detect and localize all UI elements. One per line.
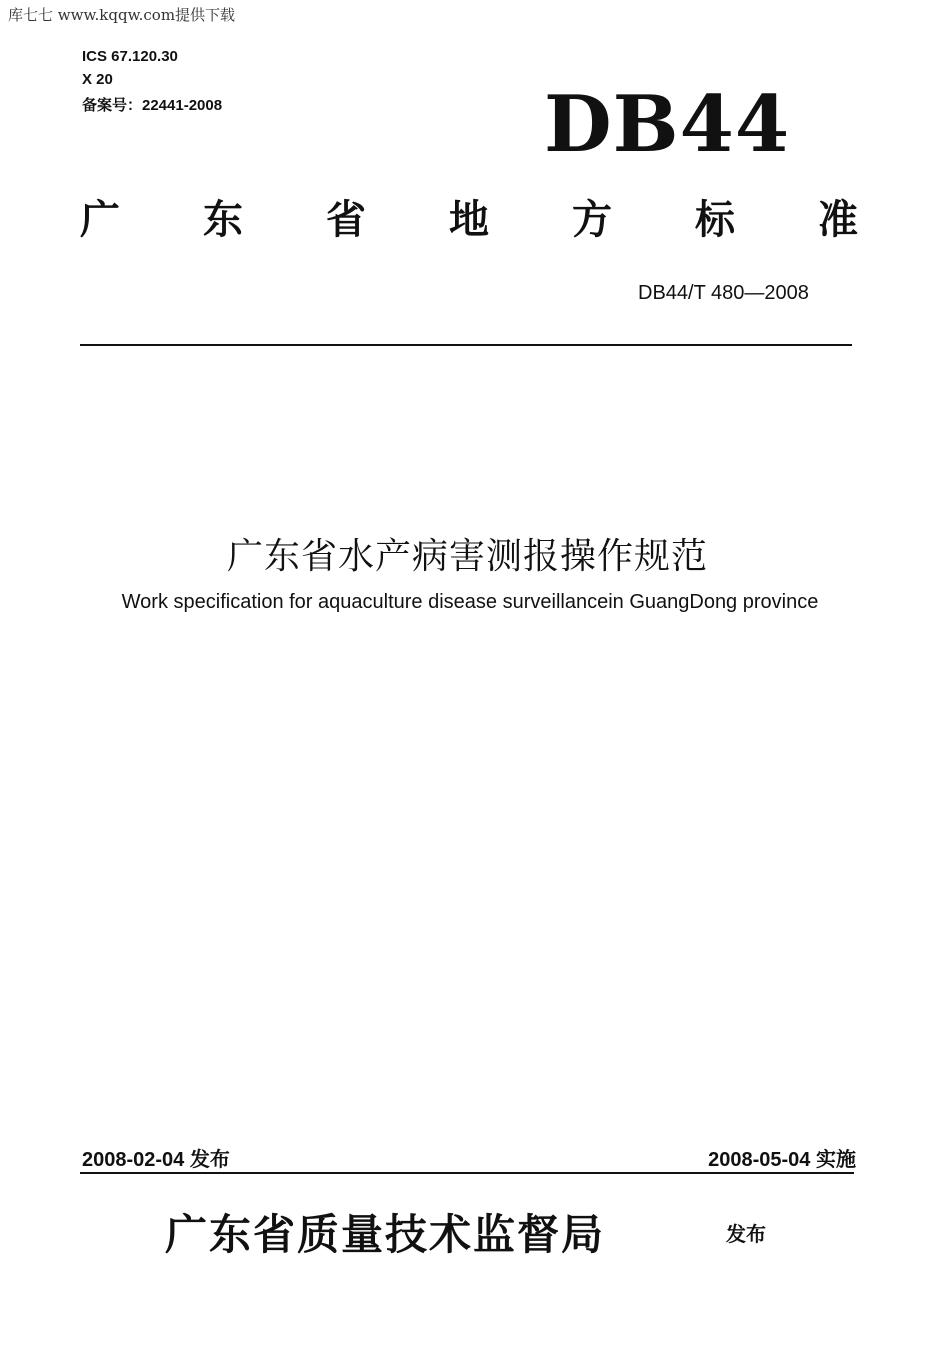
issuer-suffix: 发布	[726, 1222, 766, 1246]
standard-type-char: 地	[449, 197, 489, 243]
standard-type-char: 广	[80, 197, 120, 243]
watermark-text: 库七七 www.kqqw.com提供下载	[8, 6, 236, 24]
effective-date: 2008-05-04 实施	[708, 1149, 856, 1171]
standard-type-char: 东	[203, 197, 243, 243]
issue-date: 2008-02-04 发布	[82, 1149, 230, 1171]
classification-code: X 20	[82, 71, 113, 88]
standard-type-char: 方	[572, 197, 612, 243]
standard-number: DB44/T 480—2008	[638, 282, 809, 304]
standard-type-char: 准	[818, 197, 858, 243]
db-code-logo: DB44	[544, 79, 791, 170]
document-title-chinese: 广东省水产病害测报操作规范	[226, 536, 708, 577]
standard-type-heading	[80, 196, 858, 244]
record-number: 备案号：22441-2008	[82, 97, 223, 114]
bottom-divider	[80, 1172, 854, 1174]
issuer-name: 广东省质量技术监督局	[165, 1210, 606, 1259]
standard-type-char: 省	[326, 197, 366, 243]
ics-code: ICS 67.120.30	[82, 48, 178, 65]
document-title-english: Work specification for aquaculture disease surveillancein GuangDong province	[121, 591, 819, 613]
top-divider	[80, 344, 852, 346]
standard-type-char: 标	[695, 197, 735, 243]
